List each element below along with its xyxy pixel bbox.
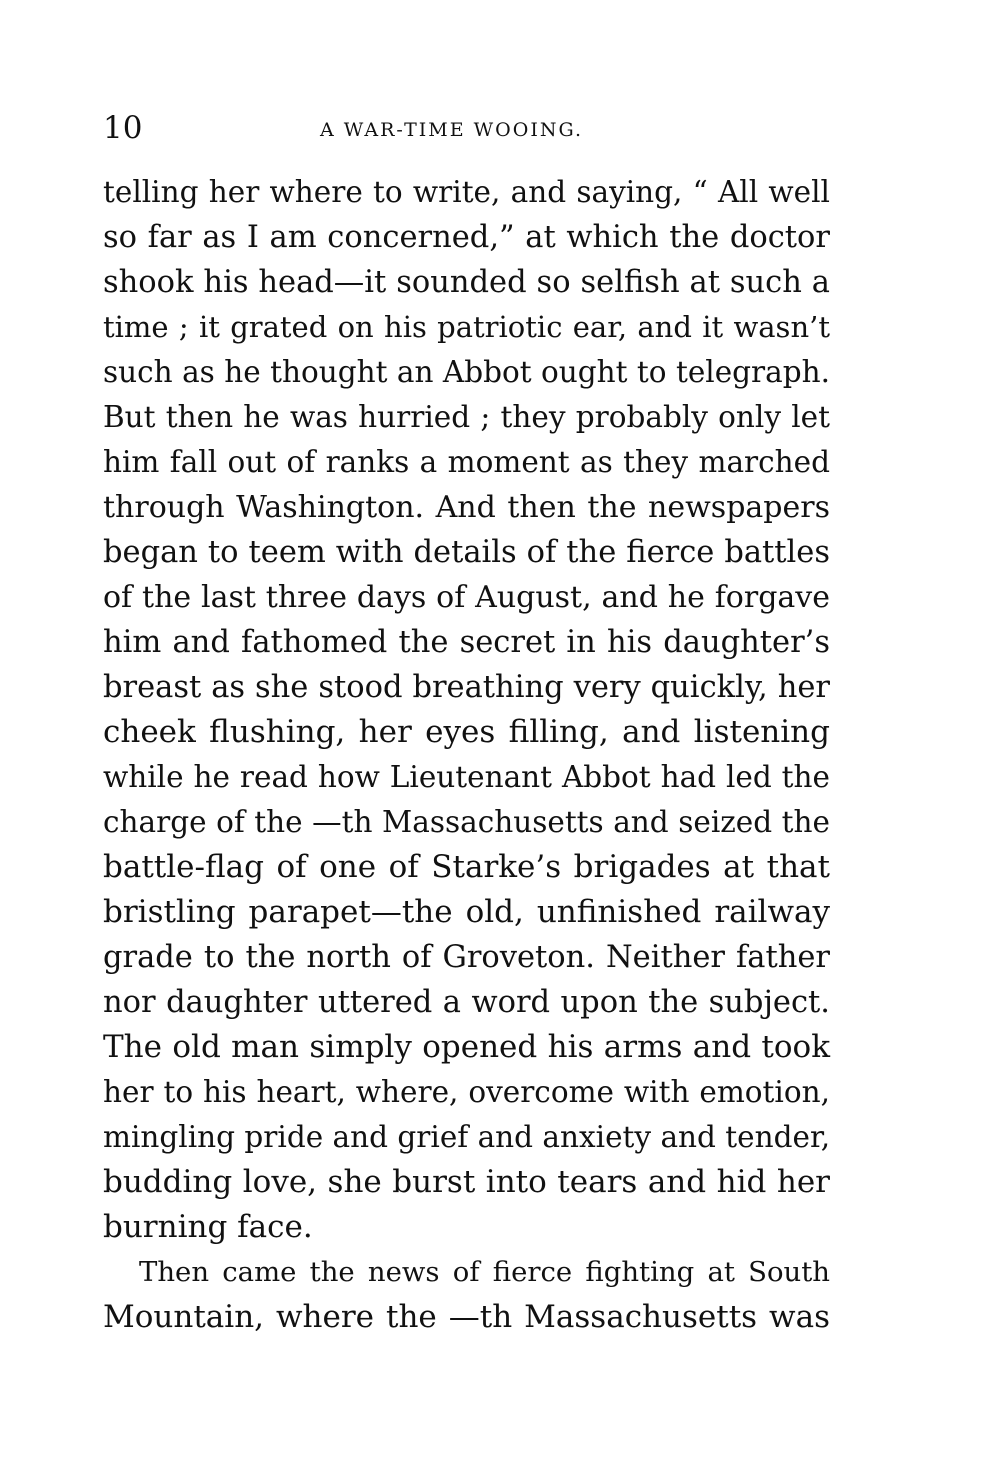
running-head: A WAR-TIME WOOING. bbox=[320, 119, 584, 141]
text-line: of the last three days of August, and he forgave bbox=[103, 580, 830, 615]
text-line: The old man simply opened his arms and took bbox=[103, 1029, 830, 1065]
text-line: through Washington. And then the newspapers bbox=[103, 490, 830, 525]
text-line: time ; it grated on his patriotic ear, and it wasn’t bbox=[103, 310, 830, 344]
text-line: while he read how Lieutenant Abbot had led the bbox=[103, 760, 830, 794]
text-line: her to his heart, where, overcome with emotion, bbox=[103, 1075, 830, 1109]
text-line: nor daughter uttered a word upon the subject. bbox=[103, 985, 830, 1020]
paragraph-start-line: Then came the news of fierce fighting at South bbox=[139, 1256, 830, 1288]
text-line: grade to the north of Groveton. Neither father bbox=[103, 940, 830, 975]
body-text bbox=[103, 170, 830, 1340]
text-line: battle-flag of one of Starke’s brigades at that bbox=[103, 849, 830, 885]
text-line: Mountain, where the —th Massachusetts was bbox=[103, 1299, 830, 1335]
text-line: him and fathomed the secret in his daughter’s bbox=[103, 625, 830, 660]
text-line: cheek flushing, her eyes filling, and listening bbox=[103, 714, 830, 750]
text-line: him fall out of ranks a moment as they marched bbox=[103, 445, 830, 479]
text-line: budding love, she burst into tears and hid her bbox=[103, 1164, 830, 1200]
text-line: so far as I am concerned,” at which the doctor bbox=[103, 220, 830, 255]
paragraph-end-line: burning face. bbox=[103, 1209, 313, 1245]
text-line: But then he was hurried ; they probably only let bbox=[103, 400, 830, 434]
text-line: bristling parapet—the old, unfinished railway bbox=[103, 894, 830, 930]
text-line: telling her where to write, and saying, “ All well bbox=[103, 175, 830, 209]
text-line: began to teem with details of the fierce battles bbox=[103, 535, 830, 570]
text-line: mingling pride and grief and anxiety and tender, bbox=[103, 1120, 831, 1154]
text-line: charge of the —th Massachusetts and seized the bbox=[103, 805, 830, 839]
text-line: such as he thought an Abbot ought to telegraph. bbox=[103, 355, 830, 389]
text-line: breast as she stood breathing very quickly, her bbox=[103, 670, 830, 705]
page-number: 10 bbox=[103, 110, 143, 146]
text-line: shook his head—it sounded so selfish at such a bbox=[103, 265, 830, 300]
